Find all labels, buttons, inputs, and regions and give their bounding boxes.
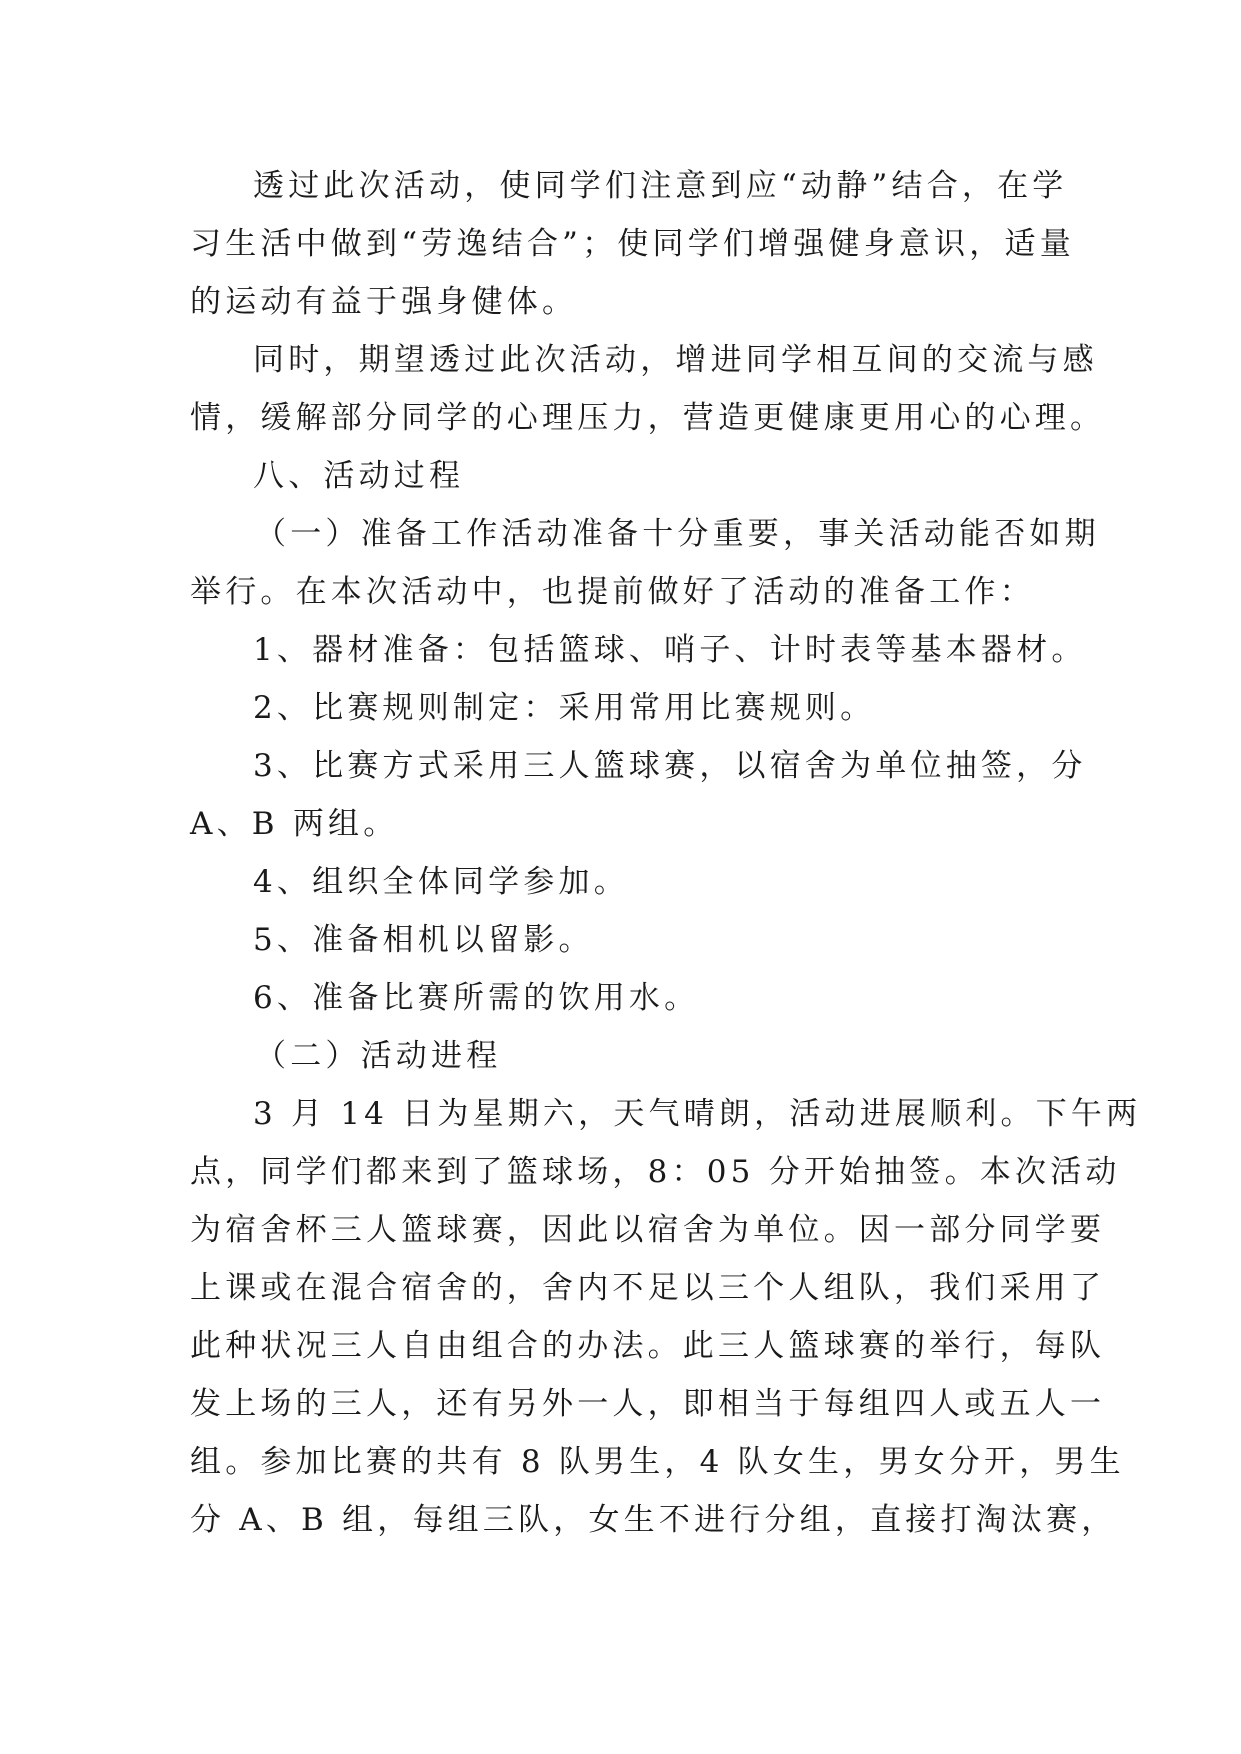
text-line: 组。参加比赛的共有 8 队男生，4 队女生，男女分开，男生 bbox=[190, 1444, 1125, 1480]
list-item: 1、器材准备：包括篮球、哨子、计时表等基本器材。 bbox=[253, 632, 1087, 668]
text-line: 的运动有益于强身健体。 bbox=[190, 284, 578, 320]
subsection-heading: （二）活动进程 bbox=[255, 1038, 502, 1074]
list-item: 5、准备相机以留影。 bbox=[253, 922, 594, 958]
text-line: 此种状况三人自由组合的办法。此三人篮球赛的举行，每队 bbox=[190, 1328, 1106, 1364]
list-item: 3、比赛方式采用三人篮球赛，以宿舍为单位抽签，分 bbox=[253, 748, 1087, 784]
text-line: 习生活中做到“劳逸结合”；使同学们增强健身意识，适量 bbox=[190, 226, 1075, 262]
text-line: 点，同学们都来到了篮球场，8：05 分开始抽签。本次活动 bbox=[190, 1154, 1121, 1190]
list-item-continuation: A、B 两组。 bbox=[190, 806, 399, 842]
text-line: 为宿舍杯三人篮球赛，因此以宿舍为单位。因一部分同学要 bbox=[190, 1212, 1106, 1248]
list-item: 4、组织全体同学参加。 bbox=[253, 864, 629, 900]
subsection-heading: （一）准备工作活动准备十分重要，事关活动能否如期 bbox=[255, 516, 1100, 552]
text-line: 透过此次活动，使同学们注意到应“动静”结合，在学 bbox=[253, 168, 1068, 204]
text-line: 举行。在本次活动中，也提前做好了活动的准备工作： bbox=[190, 574, 1035, 610]
text-line: 情，缓解部分同学的心理压力，营造更健康更用心的心理。 bbox=[190, 400, 1106, 436]
text-line: 上课或在混合宿舍的，舍内不足以三个人组队，我们采用了 bbox=[190, 1270, 1106, 1306]
section-heading: 八、活动过程 bbox=[253, 458, 465, 494]
text-line: 分 A、B 组，每组三队，女生不进行分组，直接打淘汰赛， bbox=[190, 1502, 1117, 1538]
list-item: 6、准备比赛所需的饮用水。 bbox=[253, 980, 700, 1016]
text-line: 3 月 14 日为星期六，天气晴朗，活动进展顺利。下午两 bbox=[253, 1096, 1142, 1132]
list-item: 2、比赛规则制定：采用常用比赛规则。 bbox=[253, 690, 876, 726]
text-line: 同时，期望透过此次活动，增进同学相互间的交流与感 bbox=[253, 342, 1098, 378]
text-line: 发上场的三人，还有另外一人，即相当于每组四人或五人一 bbox=[190, 1386, 1106, 1422]
